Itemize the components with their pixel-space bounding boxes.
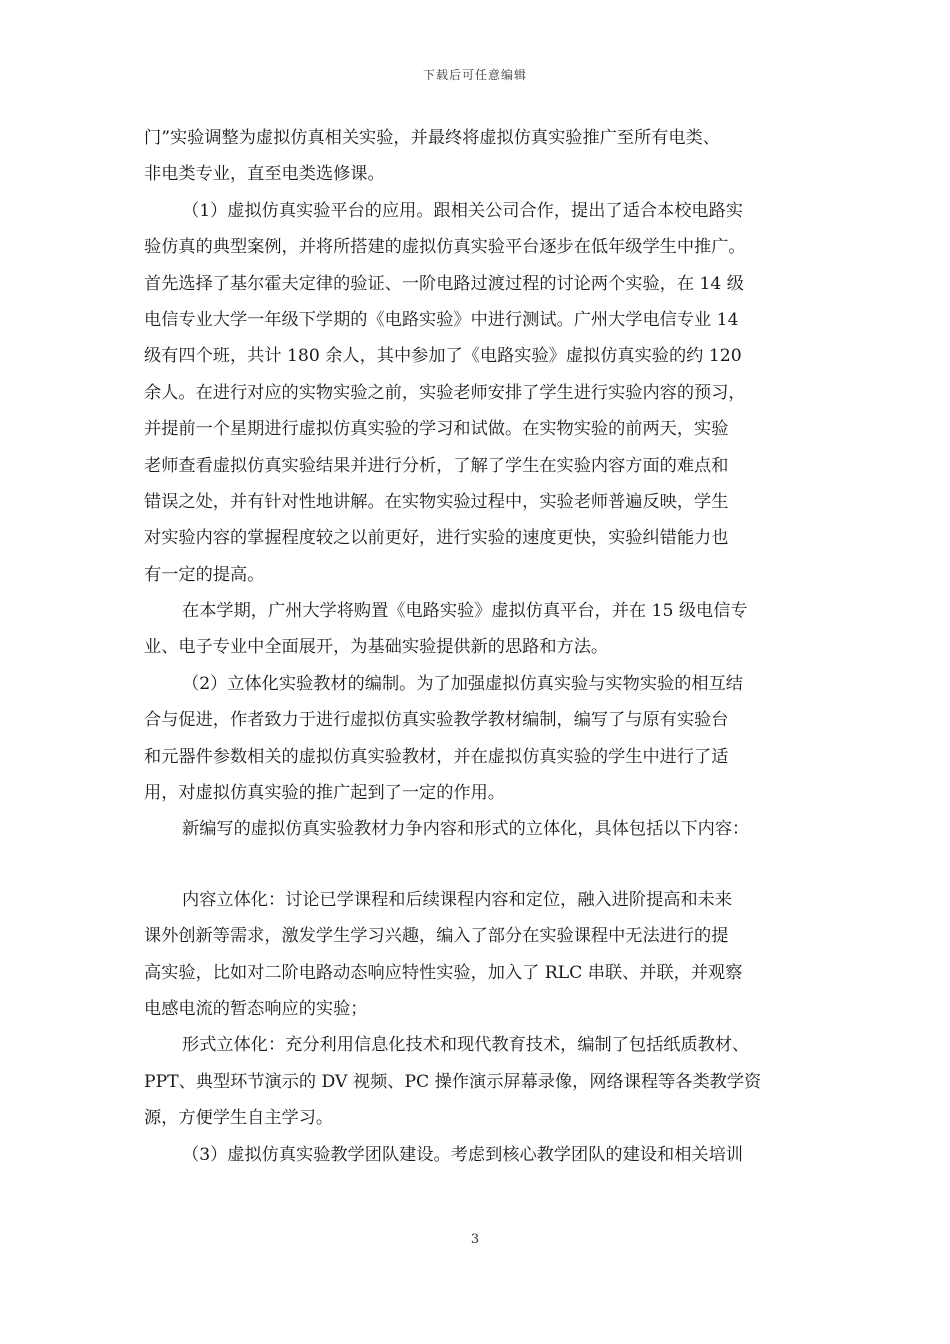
paragraph — [144, 593, 820, 666]
text-line: 并提前一个星期进行虚拟仿真实验的学习和试做。在实物实验的前两天，实验 — [144, 419, 729, 440]
text-line: 课外创新等需求，激发学生学习兴趣，编入了部分在实验课程中无法进行的提 — [144, 926, 729, 947]
text-line: 有一定的提高。 — [144, 564, 265, 585]
text-line: 老师查看虚拟仿真实验结果并进行分析，了解了学生在实验内容方面的难点和 — [144, 455, 729, 476]
text-line: 在本学期，广州大学将购置《电路实验》虚拟仿真平台，并在 15 级电信专 — [182, 601, 748, 622]
text-line: （1）虚拟仿真实验平台的应用。跟相关公司合作，提出了适合本校电路实 — [182, 200, 743, 221]
paragraph — [144, 193, 820, 593]
text-line: 对实验内容的掌握程度较之以前更好，进行实验的速度更快，实验纠错能力也 — [144, 528, 729, 549]
text-line: 形式立体化：充分利用信息化技术和现代教育技术，编制了包括纸质教材、 — [182, 1035, 750, 1056]
paragraph-spacer — [144, 848, 820, 882]
text-line: 源，方便学生自主学习。 — [144, 1108, 334, 1129]
text-line: （2）立体化实验教材的编制。为了加强虚拟仿真实验与实物实验的相互结 — [182, 673, 743, 694]
paragraph — [144, 1027, 820, 1136]
text-line: 业、电子专业中全面展开，为基础实验提供新的思路和方法。 — [144, 637, 609, 658]
text-line: 验仿真的典型案例，并将所搭建的虚拟仿真实验平台逐步在低年级学生中推广。 — [144, 237, 746, 258]
text-line: （3）虚拟仿真实验教学团队建设。考虑到核心教学团队的建设和相关培训 — [182, 1144, 743, 1165]
text-line: 合与促进，作者致力于进行虚拟仿真实验教学教材编制，编写了与原有实验台 — [144, 710, 729, 731]
text-line: 级有四个班，共计 180 余人，其中参加了《电路实验》虚拟仿真实验的约 120 — [144, 346, 742, 367]
page-header: 下载后可任意编辑 — [422, 68, 527, 82]
document-body — [144, 120, 820, 1173]
paragraph — [144, 811, 820, 847]
text-line: 余人。在进行对应的实物实验之前，实验老师安排了学生进行实验内容的预习， — [144, 382, 746, 403]
paragraph — [144, 882, 820, 1028]
text-line: 电感电流的暂态响应的实验； — [144, 998, 368, 1019]
paragraph — [144, 120, 820, 193]
text-line: 门”实验调整为虚拟仿真相关实验，并最终将虚拟仿真实验推广至所有电类、 — [144, 128, 720, 148]
paragraph — [144, 666, 820, 812]
text-line: 非电类专业，直至电类选修课。 — [144, 164, 385, 185]
text-line: 首先选择了基尔霍夫定律的验证、一阶电路过渡过程的讨论两个实验，在 14 级 — [144, 273, 744, 294]
text-line: 错误之处，并有针对性地讲解。在实物实验过程中，实验老师普遍反映，学生 — [144, 491, 729, 512]
text-line: 电信专业大学一年级下学期的《电路实验》中进行测试。广州大学电信专业 14 — [144, 309, 739, 330]
text-line: 用，对虚拟仿真实验的推广起到了一定的作用。 — [144, 783, 505, 804]
page-number: 3 — [470, 1232, 480, 1247]
paragraph — [144, 1137, 820, 1173]
text-line: 和元器件参数相关的虚拟仿真实验教材，并在虚拟仿真实验的学生中进行了适 — [144, 746, 729, 767]
text-line: PPT、典型环节演示的 DV 视频、PC 操作演示屏幕录像，网络课程等各类教学资 — [144, 1071, 762, 1092]
text-line: 高实验，比如对二阶电路动态响应特性实验，加入了 RLC 串联、并联，并观察 — [144, 962, 743, 983]
text-line: 新编写的虚拟仿真实验教材力争内容和形式的立体化，具体包括以下内容： — [182, 819, 750, 840]
text-line: 内容立体化：讨论已学课程和后续课程内容和定位，融入进阶提高和未来 — [182, 889, 733, 910]
